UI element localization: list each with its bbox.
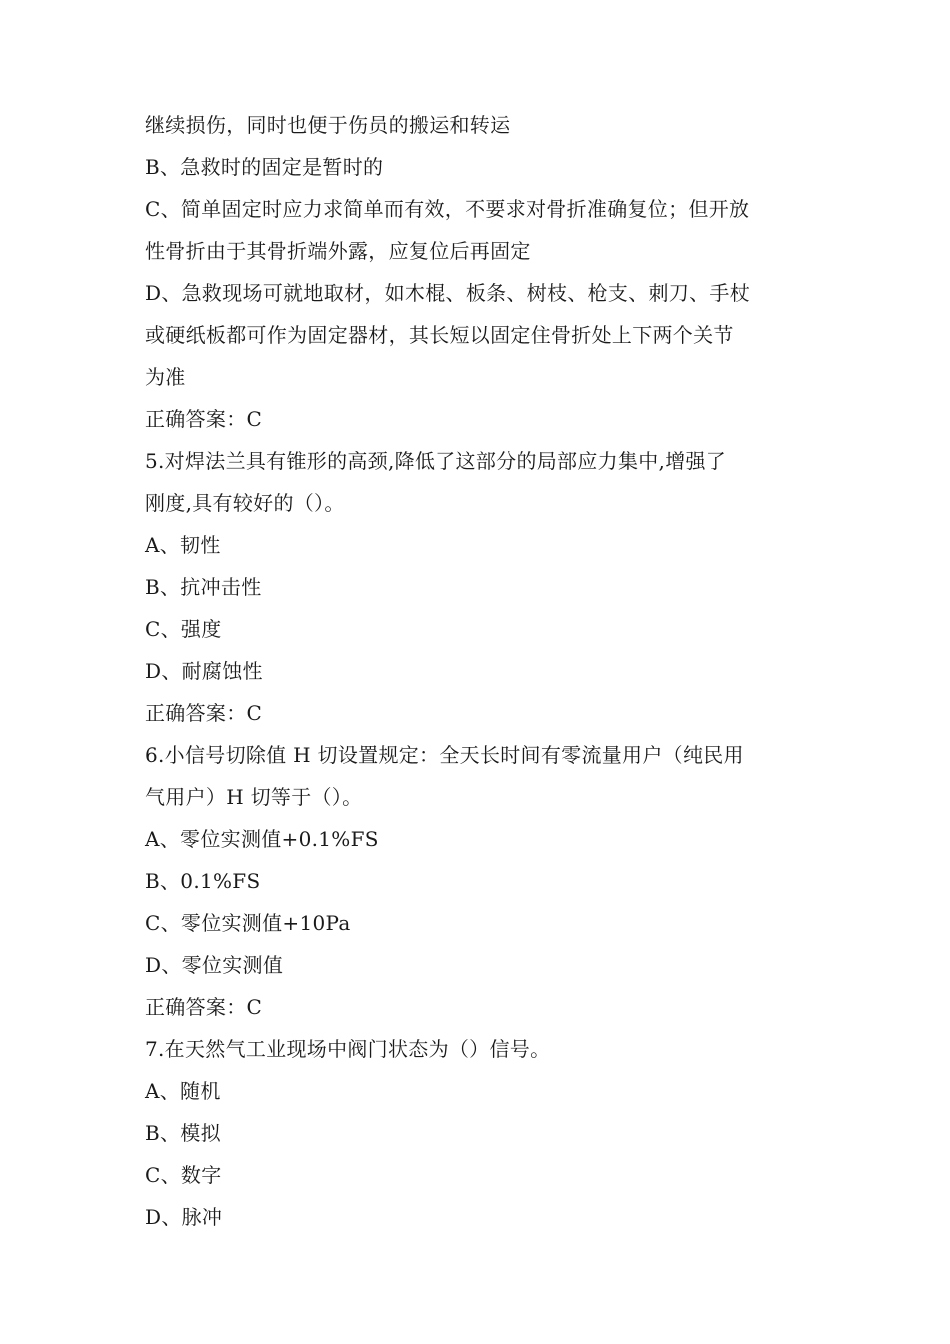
option-d: D、零位实测值 [145, 953, 284, 977]
text-line: 气用户）H 切等于（）。 [145, 785, 363, 809]
option-c: C、强度 [145, 617, 222, 641]
question-7: 7.在天然气工业现场中阀门状态为（）信号。 [145, 1037, 551, 1061]
question-5: 5.对焊法兰具有锥形的高颈,降低了这部分的局部应力集中,增强了 [145, 449, 727, 473]
text-line: 继续损伤，同时也便于伤员的搬运和转运 [145, 113, 511, 137]
option-d: D、急救现场可就地取材，如木棍、板条、树枝、枪支、刺刀、手杖 [145, 281, 751, 305]
text-line: 性骨折由于其骨折端外露，应复位后再固定 [145, 239, 531, 263]
document-page [145, 104, 810, 1238]
text-line: 为准 [145, 365, 186, 389]
option-d: D、脉冲 [145, 1205, 223, 1229]
answer-line: 正确答案：C [145, 407, 263, 431]
option-d: D、耐腐蚀性 [145, 659, 263, 683]
text-line: 刚度,具有较好的（）。 [145, 491, 345, 515]
answer-line: 正确答案：C [145, 995, 263, 1019]
option-b: B、抗冲击性 [145, 575, 262, 599]
option-b: B、急救时的固定是暂时的 [145, 155, 384, 179]
option-a: A、随机 [145, 1079, 221, 1103]
option-c: C、简单固定时应力求简单而有效，不要求对骨折准确复位；但开放 [145, 197, 750, 221]
option-c: C、零位实测值+10Pa [145, 911, 351, 935]
text-line: 或硬纸板都可作为固定器材，其长短以固定住骨折处上下两个关节 [145, 323, 734, 347]
option-b: B、0.1%FS [145, 869, 261, 893]
answer-line: 正确答案：C [145, 701, 263, 725]
option-b: B、模拟 [145, 1121, 221, 1145]
option-c: C、数字 [145, 1163, 222, 1187]
option-a: A、零位实测值+0.1%FS [145, 827, 379, 851]
question-6: 6.小信号切除值 H 切设置规定：全天长时间有零流量用户（纯民用 [145, 743, 744, 767]
option-a: A、韧性 [145, 533, 221, 557]
